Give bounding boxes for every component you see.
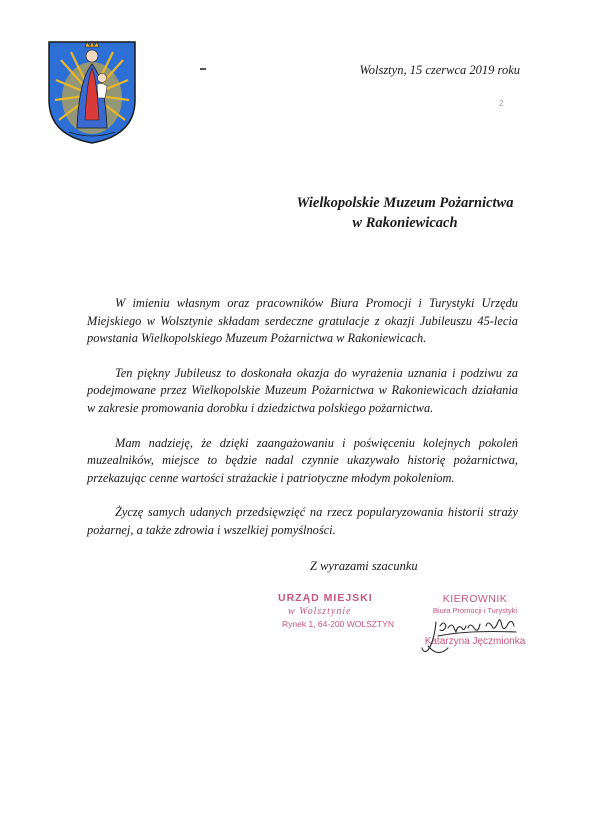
recipient-line-2: w Rakoniewicach [352,215,458,231]
paragraph: Życzę samych udanych przedsięwzięć na rzecz popularyzowania historii straży pożarnej, a także zdrowia i wszelkiej pomyślności. [87,505,518,537]
handwritten-signature [408,612,528,660]
corner-mark: 2 [499,99,504,108]
title-stamp-line-2: Biura Promocji i Turystyki [432,606,518,615]
paragraph: W imieniu własnym oraz pracowników Biura Promocji i Turystyki Urzędu Miejskiego w Wolsztynie składam serdeczne gratulacje z okazji Jubileuszu 45-lecia powstania Wielkopolskiego Muzeum Pożarnictwa w Rakoniewicach. [87,296,518,346]
paragraph: Ten piękny Jubileusz to doskonała okazja do wyrażenia uznania i podziwu za podejmowane przez Wielkopolskie Muzeum Pożarnictwa w Rakoniewicach działania w zakresie promowania dorobku i dziedzictwa polskiego pożarnictwa. [87,365,518,415]
title-stamp-name: Katarzyna Jęczmionka [424,636,526,647]
office-stamp-line-1: URZĄD MIEJSKI [278,592,373,604]
paragraph: Mam nadzieję, że dzięki zaangażowaniu i poświęceniu kolejnych pokoleń muzealników, miejsce to będzie nadal czynnie ukazywało historię pożarnictwa, przekazując cenne wartości strażackie i patriotyczne młodym pokoleniom. [87,435,518,485]
coat-of-arms-icon [47,40,137,145]
office-stamp-line-3: Rynek 1, 64-200 WOLSZTYN [282,619,394,629]
stray-mark [200,68,206,70]
title-stamp-line-1: KIEROWNIK [442,593,508,605]
closing-phrase: Z wyrazami szacunku [310,559,418,573]
letter-date: Wolsztyn, 15 czerwca 2019 roku [359,63,520,77]
office-stamp [278,592,398,631]
recipient-line-1: Wielkopolskie Muzeum Pożarnictwa [296,195,514,211]
office-stamp-line-2: w Wolsztynie [288,606,352,617]
letter-body [87,295,518,557]
recipient-block [250,193,560,233]
